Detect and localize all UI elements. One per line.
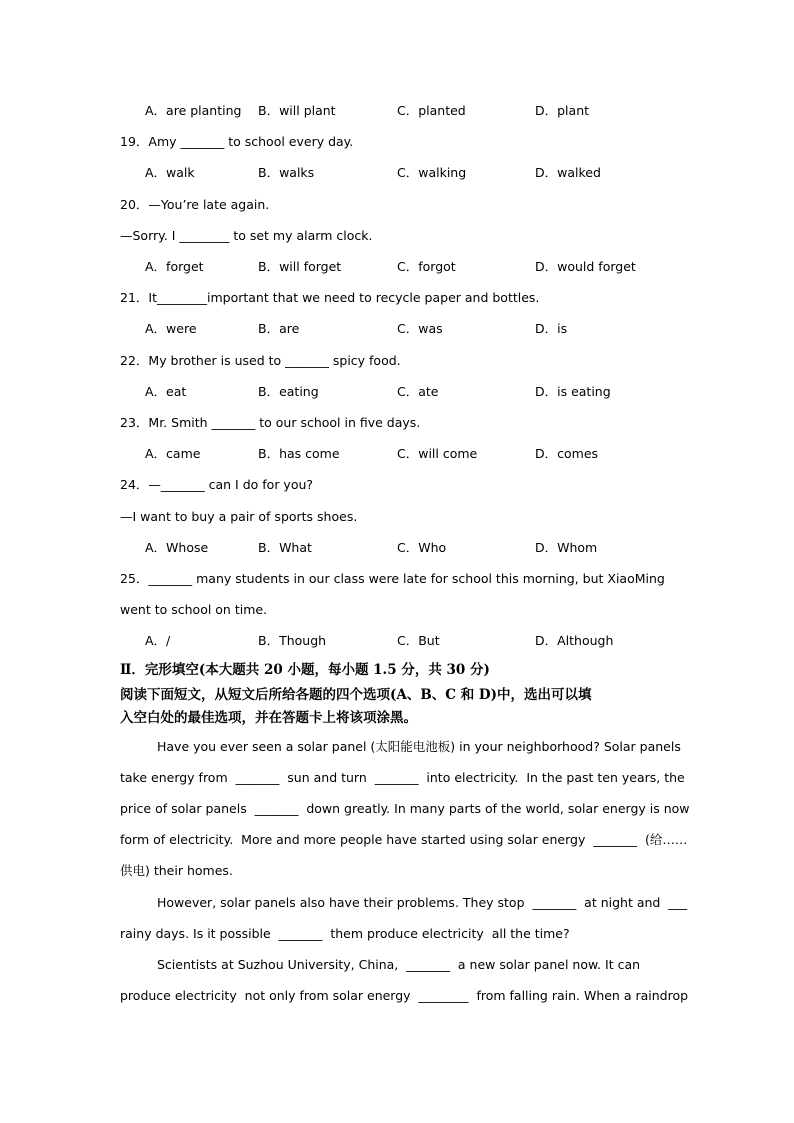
q23-stem: 23．Mr. Smith _______ to our school in five days. [120,415,421,430]
q24-stem: 24．—_______ can I do for you? [120,477,314,492]
q19-option-a: A．walk [145,165,195,180]
q24-options [145,540,705,556]
q24-option-d: D．Whom [535,540,598,555]
q25-option-a: A．/ [145,633,171,648]
passage-line: Have you ever seen a solar panel (太阳能电池板) in your neighborhood? Solar panels [157,739,681,754]
q19-option-c: C．walking [397,165,467,180]
q20-stem: 20．—You’re late again. [120,197,270,212]
q22-stem: 22．My brother is used to _______ spicy food. [120,353,401,368]
q22-options [145,384,705,400]
q20-option-c: C．forgot [397,259,456,274]
passage-line: Scientists at Suzhou University, China, _______ a new solar panel now. It can [157,957,641,972]
q21-option-a: A．were [145,321,197,336]
q19-option-d: D．walked [535,165,601,180]
q19-options [145,165,705,181]
q19-stem: 19．Amy _______ to school every day. [120,134,354,149]
q21-option-c: C．was [397,321,443,336]
q25-option-b: B．Though [258,633,327,648]
q23-option-a: A．came [145,446,201,461]
q22-option-b: B．eating [258,384,319,399]
q22-option-c: C．ate [397,384,439,399]
q18-options [145,103,705,119]
passage-line: rainy days. Is it possible _______ them produce electricity all the time? [120,926,570,941]
q21-option-b: B．are [258,321,300,336]
q20-option-d: D．would forget [535,259,636,274]
q21-option-d: D．is [535,321,568,336]
passage-line: produce electricity not only from solar energy ________ from falling rain. When a raindrop [120,988,689,1003]
q23-options [145,446,705,462]
q25-options [145,633,705,649]
section-title: Ⅱ．完形填空(本大题共 20 小题，每小题 1.5 分，共 30 分) [120,662,490,678]
q20-option-b: B．will forget [258,259,342,274]
q18-option-d: D．plant [535,103,590,118]
q21-stem: 21．It________important that we need to recycle paper and bottles. [120,290,540,305]
section-instruction-line1: 阅读下面短文，从短文后所给各题的四个选项(A、B、C 和 D)中，选出可以填 [120,687,592,703]
q24-reply: —I want to buy a pair of sports shoes. [120,509,358,524]
q20-reply: —Sorry. I ________ to set my alarm clock. [120,228,373,243]
passage-line: 供电) their homes. [120,863,233,878]
q23-option-d: D．comes [535,446,599,461]
q19-option-b: B．walks [258,165,315,180]
passage-line: price of solar panels _______ down greatly. In many parts of the world, solar energy is now [120,801,690,816]
q20-options [145,259,705,275]
passage-line: form of electricity. More and more people have started using solar energy _______ (给…… [120,832,688,847]
q18-option-a: A．are planting [145,103,242,118]
q21-options [145,321,705,337]
q23-option-b: B．has come [258,446,340,461]
q18-option-c: C．planted [397,103,466,118]
q25-stem-line1: 25．_______ many students in our class were late for school this morning, but XiaoMing [120,571,665,586]
q22-option-d: D．is eating [535,384,611,399]
q24-option-b: B．What [258,540,312,555]
q25-stem-line2: went to school on time. [120,602,268,617]
q23-option-c: C．will come [397,446,478,461]
q20-option-a: A．forget [145,259,204,274]
q22-option-a: A．eat [145,384,187,399]
passage-line: However, solar panels also have their problems. They stop _______ at night and ___ [157,895,688,910]
q18-option-b: B．will plant [258,103,336,118]
passage-line: take energy from _______ sun and turn _______ into electricity. In the past ten years, the [120,770,685,785]
q25-option-c: C．But [397,633,440,648]
q24-option-c: C．Who [397,540,447,555]
q25-option-d: D．Although [535,633,614,648]
section-instruction-line2: 入空白处的最佳选项，并在答题卡上将该项涂黑。 [120,710,417,726]
q24-option-a: A．Whose [145,540,209,555]
